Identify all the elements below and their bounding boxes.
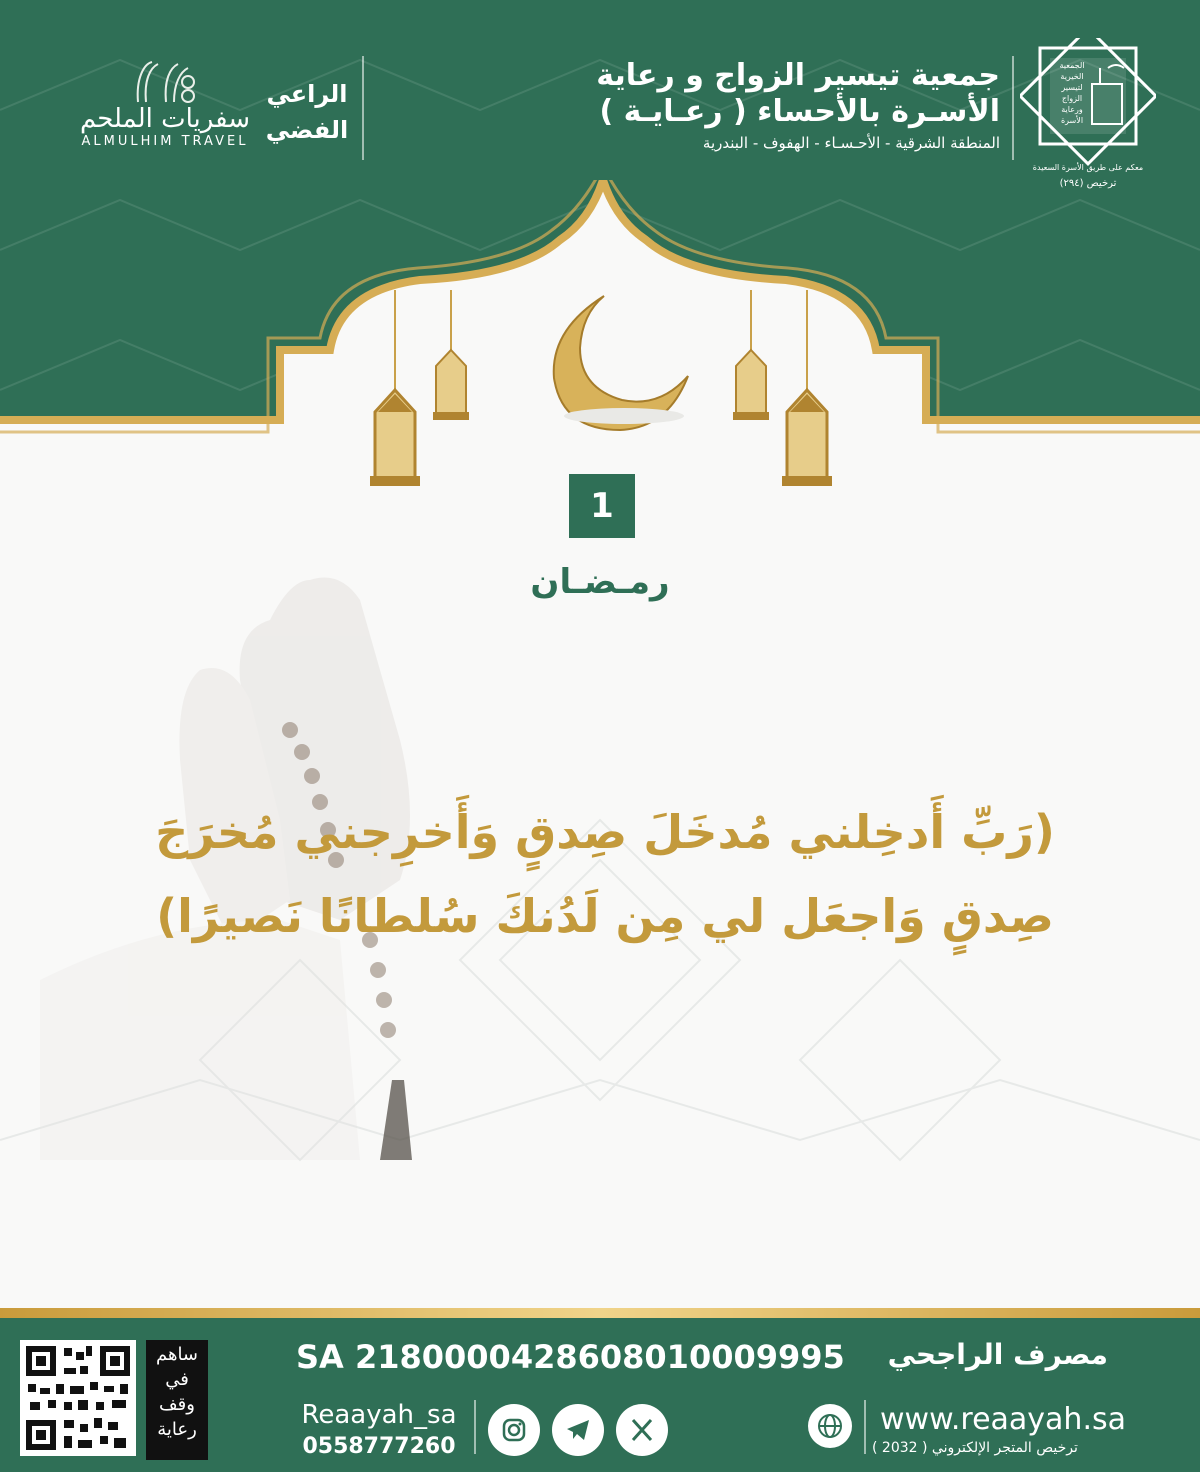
month-name: رمـضـان: [530, 562, 670, 602]
org-title: [580, 58, 1000, 130]
x-icon[interactable]: [616, 1404, 668, 1456]
store-license: ترخيص المتجر الإلكتروني ( 2032 ): [872, 1440, 1078, 1456]
phone-number[interactable]: 0558777260: [302, 1434, 456, 1459]
verse-line1: (رَبِّ أَدخِلني مُدخَلَ صِدقٍ وَأَخرِجني مُخرَجَ: [155, 805, 1055, 859]
footer-divider-web: [864, 1400, 866, 1454]
footer-gold-line: [0, 1308, 1200, 1318]
instagram-icon[interactable]: [488, 1404, 540, 1456]
telegram-icon[interactable]: [552, 1404, 604, 1456]
cta-line: وقف: [159, 1394, 195, 1415]
lantern-icon: [772, 290, 842, 510]
website-link[interactable]: www.reaayah.sa: [880, 1402, 1126, 1437]
logo-line: ورعاية: [1061, 105, 1083, 114]
cta-line: رعاية: [157, 1419, 197, 1440]
lantern-icon: [428, 290, 474, 430]
social-handle[interactable]: Reaayah_sa: [301, 1400, 457, 1430]
logo-line: الزواج: [1061, 94, 1083, 103]
logo-license: ترخيص (٢٩٤): [1059, 178, 1117, 189]
lantern-icon: [728, 290, 774, 430]
org-title-line1: جمعية تيسير الزواج و رعاية: [596, 58, 1000, 93]
donate-cta[interactable]: [146, 1340, 208, 1460]
sponsor-brand-en: ALMULHIM TRAVEL: [81, 134, 249, 149]
cta-line: في: [165, 1369, 189, 1390]
logo-line: الجمعية: [1059, 61, 1085, 70]
day-number-badge: 1: [569, 474, 635, 538]
bank-name: مصرف الراجحي: [887, 1338, 1108, 1371]
footer-divider-social: [474, 1400, 476, 1454]
sponsor-logo-mark: [130, 58, 200, 106]
cta-line: ساهم: [155, 1344, 199, 1365]
logo-line: لتيسير: [1061, 83, 1083, 92]
quran-verse: [110, 790, 1100, 958]
lantern-icon: [360, 290, 430, 510]
org-divider: [1012, 56, 1014, 160]
logo-line: الخيرية: [1060, 72, 1084, 81]
sponsor-role-line2: الفضي: [265, 116, 349, 144]
verse-line2: صِدقٍ وَاجعَل لي مِن لَدُنكَ سُلطانًا نَصيرًا): [156, 889, 1054, 943]
logo-caption: معكم على طريق الأسرة السعيدة: [1032, 163, 1144, 172]
org-region: المنطقة الشرقية - الأحـسـاء - الهفوف - البندرية: [702, 134, 1000, 152]
sponsor-brand-ar: سفريات الملحم: [79, 104, 251, 134]
sponsor-role: [262, 76, 352, 148]
iban-number: SA 2180000428608010009995: [296, 1338, 845, 1376]
globe-icon[interactable]: [808, 1404, 852, 1448]
sponsor-divider: [362, 56, 364, 160]
sponsor-role-line1: الراعي: [266, 80, 348, 108]
qr-code[interactable]: [20, 1340, 136, 1456]
crescent-moon-icon: [540, 290, 700, 440]
logo-line: الأسرة: [1060, 116, 1084, 125]
organization-logo: [1020, 38, 1156, 198]
org-title-line2: الأسـرة بالأحساء ( رعـايـة ): [599, 94, 1000, 129]
